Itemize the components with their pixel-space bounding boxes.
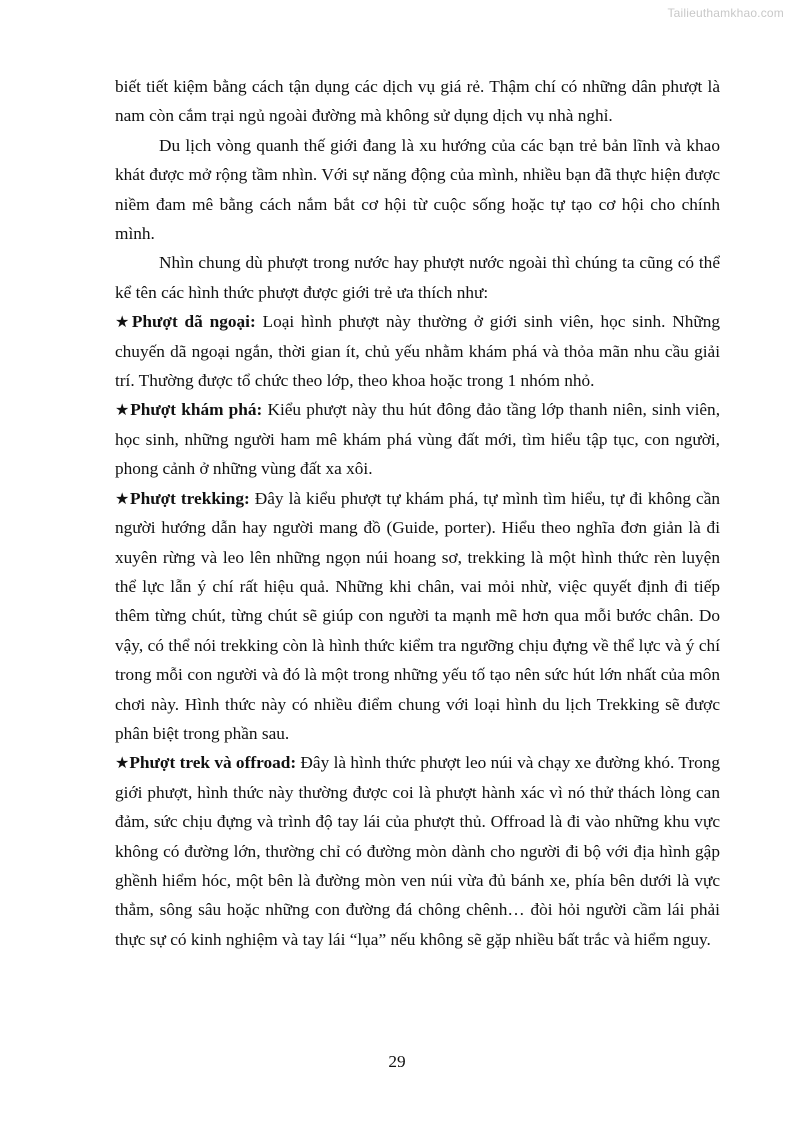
bullet-term: Phượt khám phá: xyxy=(130,400,263,420)
bullet-item-da-ngoai xyxy=(115,307,720,395)
bullet-text: Loại hình phượt này thường ở giới sinh viên, học sinh. Những chuyến dã ngoại ngắn, thời gian ít, chủ yếu nhằm khám phá và thỏa mãn nhu cầu giải trí. Thường được tổ chức theo lớp, theo khoa hoặc trong 1 nhóm nhỏ. xyxy=(115,312,721,391)
document-body xyxy=(115,72,720,954)
star-icon: ★ xyxy=(115,753,130,773)
bullet-term: Phượt dã ngoại: xyxy=(131,312,256,332)
star-icon: ★ xyxy=(115,312,132,332)
bullet-text: Đây là kiểu phượt tự khám phá, tự mình tìm hiểu, tự đi không cần người hướng dẫn hay người mang đồ (Guide, porter). Hiểu theo nghĩa đơn giản là đi xuyên rừng và leo lên những ngọn núi hoang sơ, trekking là một hình thức rèn luyện thể lực lẫn ý chí rất hiệu quả. Những khi chân, vai mỏi nhừ, việc quyết định đi tiếp thêm từng chút, từng chút sẽ giúp con người ta mạnh mẽ hơn qua mỗi bước chân. Do vậy, có thể nói trekking còn là hình thức kiểm tra ngưỡng chịu đựng về thể lực và ý chí trong mỗi con người và đó là một trong những yếu tố tạo nên sức hút lớn nhất của môn chơi này. Hình thức này có nhiều điểm chung với loại hình du lịch Trekking sẽ được phân biệt trong phần sau. xyxy=(115,488,721,743)
bullet-term: Phượt trekking: xyxy=(130,488,250,508)
watermark-text: Tailieuthamkhao.com xyxy=(667,6,784,20)
page-number: 29 xyxy=(388,1052,406,1071)
bullet-item-trek-offroad xyxy=(115,748,720,954)
star-icon: ★ xyxy=(115,488,131,508)
bullet-item-kham-pha xyxy=(115,395,720,483)
bullet-text: Đây là hình thức phượt leo núi và chạy xe đường khó. Trong giới phượt, hình thức này thường được coi là phượt hành xác vì nó thử thách lòng can đảm, sức chịu đựng và trình độ tay lái của phượt thủ. Offroad là đi vào những khu vực không có đường lớn, thường chỉ có đường mòn dành cho người đi bộ với địa hình gập ghềnh hiểm hóc, một bên là đường mòn ven núi vừa đủ bánh xe, phía bên dưới là vực thẳm, sông sâu hoặc những con đường đá chông chênh… đòi hỏi người cầm lái phải thực sự có kinh nghiệm và tay lái “lụa” nếu không sẽ gặp nhiều bất trắc và hiểm nguy. xyxy=(115,753,721,949)
star-icon: ★ xyxy=(115,400,131,420)
bullet-text: Kiểu phượt này thu hút đông đảo tầng lớp thanh niên, sinh viên, học sinh, những người ham mê khám phá vùng đất mới, tìm hiểu tập tục, con người, phong cảnh ở những vùng đất xa xôi. xyxy=(115,400,721,479)
body-paragraph-2: Du lịch vòng quanh thế giới đang là xu hướng của các bạn trẻ bản lĩnh và khao khát được mở rộng tầm nhìn. Với sự năng động của mình, nhiều bạn đã thực hiện được niềm đam mê bằng cách nắm bắt cơ hội từ cuộc sống hoặc tự tạo cơ hội cho chính mình. xyxy=(115,135,720,244)
body-paragraph-3: Nhìn chung dù phượt trong nước hay phượt nước ngoài thì chúng ta cũng có thể kể tên các hình thức phượt được giới trẻ ưa thích như: xyxy=(115,253,720,302)
body-paragraph-1: biết tiết kiệm bằng cách tận dụng các dịch vụ giá rẻ. Thậm chí có những dân phượt là nam còn cắm trại ngủ ngoài đường mà không sử dụng dịch vụ nhà nghỉ. xyxy=(115,77,720,126)
bullet-item-trekking xyxy=(115,484,720,749)
bullet-term: Phượt trek và offroad: xyxy=(129,753,297,773)
